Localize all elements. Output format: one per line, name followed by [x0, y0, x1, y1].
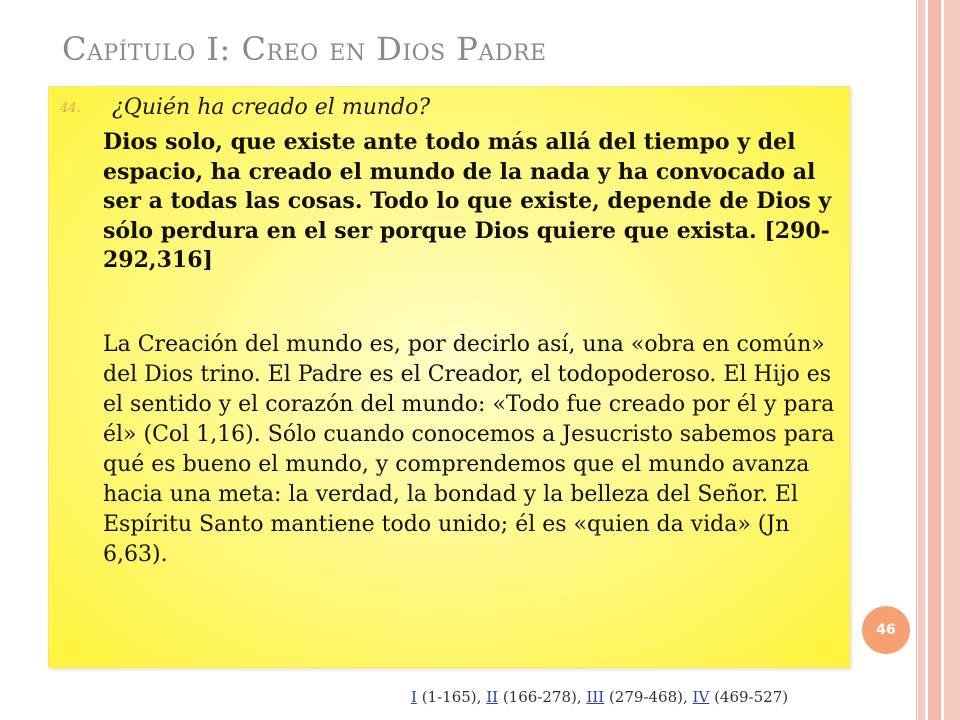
- decorative-divider-line: [916, 0, 917, 720]
- decorative-side-stripes: [915, 0, 960, 720]
- question-number: 44.: [60, 101, 81, 116]
- slide-title: Capítulo I: Creo en Dios Padre: [62, 30, 547, 68]
- chapter-range-3: (279-468),: [604, 688, 693, 706]
- chapter-range-2: (166-278),: [498, 688, 587, 706]
- question-line: [60, 94, 840, 123]
- answer-explanation: La Creación del mundo es, por decirlo así, una «obra en común» del Dios trino. El Padre es el Creador, el todopoderoso. El Hijo es el sentido y el corazón del mundo: «Todo fue creado por él y para él» (Col 1,16). Sólo cuando conocemos a Jesucristo sabemos para qué es bueno el mundo, y comprendemos que el mundo avanza hacia una meta: la verdad, la bondad y la belleza del Señor. El Espíritu Santo mantiene todo unido; él es «quien da vida» (Jn 6,63).: [103, 332, 835, 567]
- chapter-link-2[interactable]: II: [486, 688, 499, 706]
- chapter-link-3[interactable]: III: [586, 688, 605, 706]
- chapter-link-4[interactable]: IV: [692, 688, 710, 706]
- page-number: 46: [876, 622, 896, 638]
- chapter-navigation: [411, 688, 788, 706]
- chapter-range-4: (469-527): [709, 688, 789, 706]
- question-text: ¿Quién ha creado el mundo?: [112, 95, 431, 120]
- chapter-link-1[interactable]: I: [411, 688, 417, 706]
- chapter-range-1: (1-165),: [416, 688, 487, 706]
- answer-summary: Dios solo, que existe ante todo más allá del tiempo y del espacio, ha creado el mundo de la nada y ha convocado al ser a todas las cosas. Todo lo que existe, depende de Dios y sólo perdura en el ser porque Dios quiere que exista. [290-292,316]: [103, 129, 832, 273]
- page-number-badge: [862, 606, 910, 654]
